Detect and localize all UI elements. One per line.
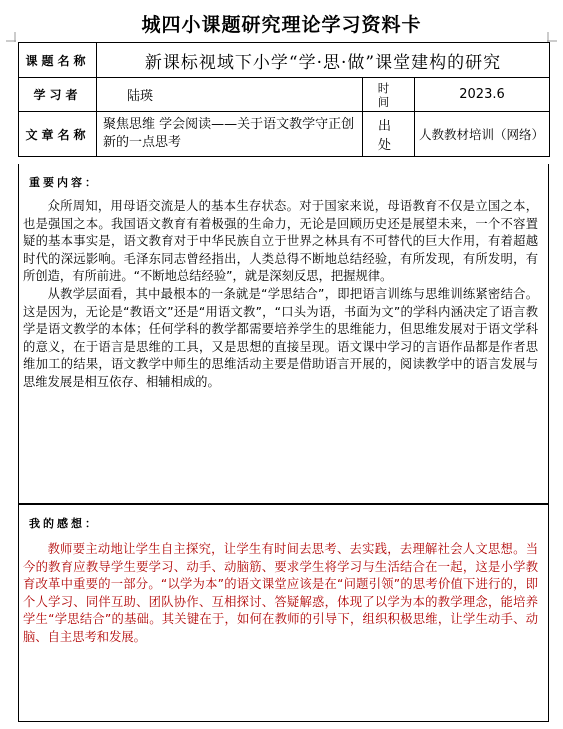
- content-paragraph: 众所周知，用母语交流是人的基本生存状态。对于国家来说，母语教育不仅是立国之本，也是强国之本。我国语文教育有着极强的生命力，无论是回顾历史还是展望未来，一个不容置疑的基本事实是，语文教育对于中华民族自立于世界之林具有不可替代的巨大作用，有着超越时代的深远影响。毛泽东同志曾经指出，人类总得不断地总结经验，有所发现，有所发明，有所创造，有所前进。“不断地总结经验”，就是深刻反思，把握规律。: [23, 199, 538, 284]
- topic-label: 课题名称: [19, 43, 97, 78]
- card-title: 城四小课题研究理论学习资料卡: [141, 14, 422, 36]
- article-label: 文章名称: [19, 112, 97, 157]
- feeling-paragraph: 教师要主动地让学生自主探究，让学生有时间去思考、去实践，去理解社会人文思想。当今的教育应教导学生要学习、动手、动脑筋、要求学生将学习与生活结合在一起，这是小学教育改革中重要的一部分。“以学为本”的语文课堂应该是在“问题引领”的思考价值下进行的，即个人学习、同伴互助、团队协作、互相探讨、答疑解惑，体现了以学为本的教学理念，能培养学生“学思结合”的基础。其关键在于，如何在教师的引导下，组织积极思维，让学生动手、动脑、自主思考和发展。: [23, 542, 538, 644]
- content-paragraph: 从教学层面看，其中最根本的一条就是“学思结合”，即把语言训练与思维训练紧密结合。这是因为，无论是“教语文”还是“用语文教”，“口头为语，书面为文”的学科内涵决定了语言教学是语文教学的本体；任何学科的教学都需要培养学生的思维能力，但思维发展对于语文学科的意义，在于语言是思维的工具，又是思想的直接呈现。语文课中学习的言语作品都是作者思维加工的结果，语文教学中师生的思维活动主要是借助语言开展的，阅读教学中的语言发展与思维发展是相互依存、相辅相成的。: [23, 286, 538, 389]
- content-section: [18, 164, 549, 504]
- time-value: 2023.6: [415, 78, 550, 112]
- source-label: 出处: [363, 112, 415, 157]
- feeling-heading: 我的感想：: [29, 517, 99, 530]
- feeling-section: [18, 504, 549, 722]
- topic-name: 新课标视域下小学“学·思·做”课堂建构的研究: [97, 43, 550, 78]
- learner-label: 学习者: [19, 78, 97, 112]
- source-value: 人教教材培训（网络）: [415, 112, 550, 157]
- article-name: 聚焦思维 学会阅读——关于语文教学守正创新的一点思考: [97, 112, 363, 157]
- content-heading: 重要内容：: [29, 176, 99, 189]
- info-table: [18, 42, 550, 157]
- learner-name: 陆瑛: [97, 78, 363, 112]
- time-label: 时间: [363, 78, 415, 112]
